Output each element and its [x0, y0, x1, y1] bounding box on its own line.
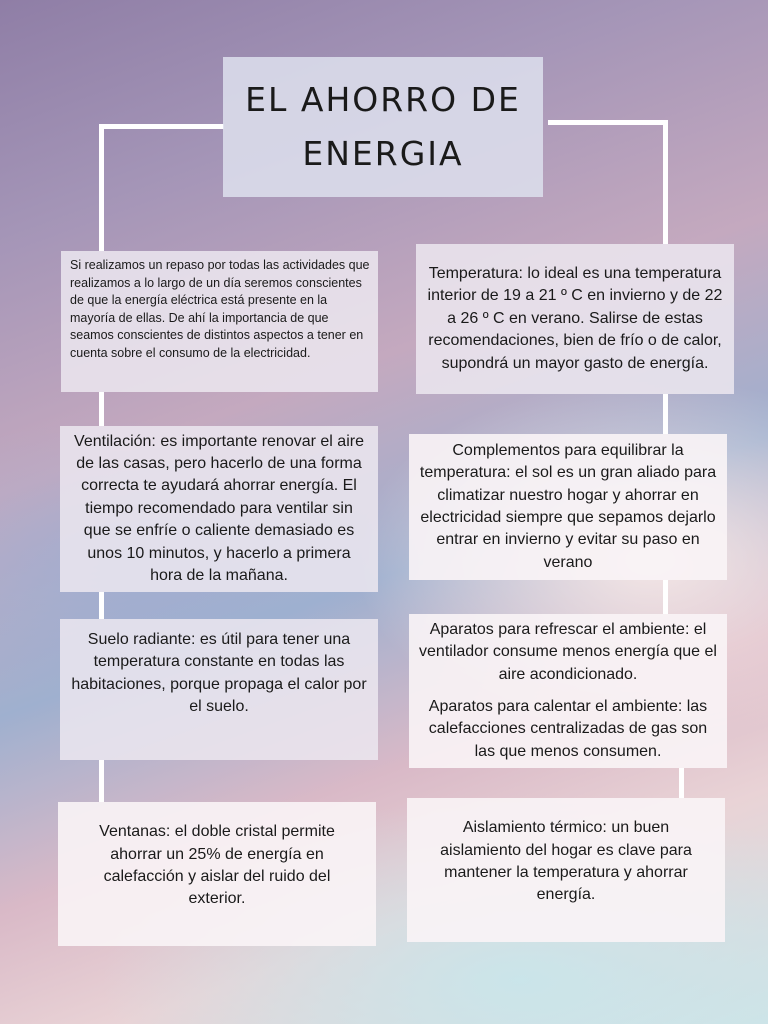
connector-right-vertical-mid3: [679, 768, 684, 798]
aparatos-calentar-text: Aparatos para calentar el ambiente: las calefacciones centralizadas de gas son las que menos consumen.: [428, 698, 708, 760]
connector-left-vertical-mid1: [99, 392, 104, 426]
ventanas-box: [58, 802, 376, 946]
aislamiento-text: Aislamiento térmico: un buen aislamiento del hogar es clave para mantener la temperatura y ahorrar energía.: [440, 819, 692, 904]
connector-right-vertical-mid2: [663, 580, 668, 614]
complementos-box: [409, 434, 727, 580]
suelo-radiante-text: Suelo radiante: es útil para tener una temperatura constante en todas las habitaciones, porque propaga el calor por el suelo.: [71, 630, 367, 715]
title-box: [223, 57, 543, 197]
aparatos-box: [409, 614, 727, 768]
temperatura-text: Temperatura: lo ideal es una temperatura interior de 19 a 21 º C en invierno y de 22 a 26 º C en verano. Salirse de estas recomendaciones, bien de frío o de calor, supondrá un mayor gasto de energía.: [427, 265, 723, 372]
intro-box: [61, 251, 378, 392]
complementos-text: Complementos para equilibrar la temperatura: el sol es un gran aliado para climatizar nuestro hogar y ahorrar en electricidad siempre que sepamos dejarlo entrar en invierno y evitar su paso en verano: [419, 441, 717, 571]
title-line-2: ENERGIA: [302, 134, 464, 173]
connector-left-vertical-top: [99, 124, 104, 251]
connector-right-vertical-top: [663, 120, 668, 244]
connector-left-vertical-mid2: [99, 592, 104, 619]
connector-right-horizontal: [548, 120, 668, 125]
connector-right-vertical-mid1: [663, 394, 668, 434]
ventilacion-text: Ventilación: es importante renovar el aire de las casas, pero hacerlo de una forma correcta te ayudará ahorrar energía. El tiempo recomendado para ventilar sin que se enfríe o caliente demasiado es unos 10 minutos, y hacerlo a primera hora de la mañana.: [74, 432, 364, 584]
temperatura-box: [416, 244, 734, 394]
intro-text: Si realizamos un repaso por todas las actividades que realizamos a lo largo de un día seremos conscientes de que la energía eléctrica está presente en la mayoría de ellas. De ahí la importancia de que seamos conscientes de distintos aspectos a tener en cuenta sobre el consumo de la electricidad.: [70, 258, 370, 360]
ventilacion-box: [60, 426, 378, 592]
title-line-1: EL AHORRO DE: [245, 79, 521, 119]
aislamiento-box: [407, 798, 725, 942]
ventanas-text: Ventanas: el doble cristal permite ahorrar un 25% de energía en calefacción y aislar del ruido del exterior.: [99, 823, 335, 908]
suelo-radiante-box: [60, 619, 378, 760]
aparatos-refrescar-text: Aparatos para refrescar el ambiente: el ventilador consume menos energía que el aire acondicionado.: [419, 620, 717, 683]
connector-left-vertical-mid3: [99, 760, 104, 802]
connector-left-horizontal: [100, 124, 224, 129]
